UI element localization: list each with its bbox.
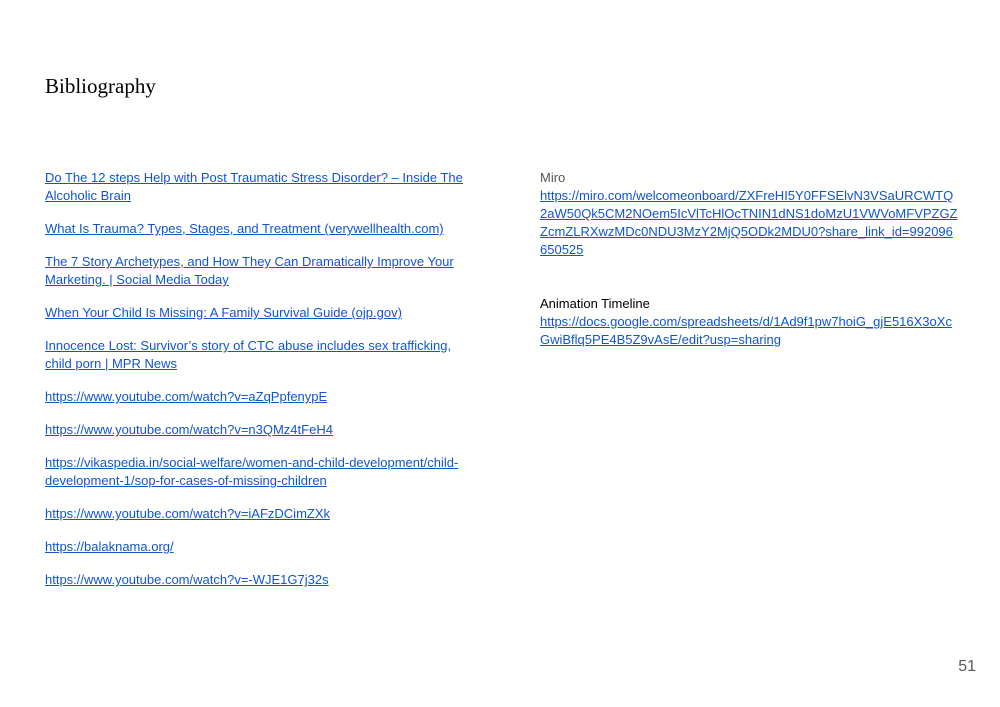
- list-item: [45, 169, 475, 205]
- reference-link-youtube-1[interactable]: https://www.youtube.com/watch?v=aZqPpfenypE: [45, 389, 328, 404]
- reference-link-youtube-3[interactable]: https://www.youtube.com/watch?v=iAFzDCimZXk: [45, 506, 331, 521]
- reference-link-youtube-4[interactable]: https://www.youtube.com/watch?v=-WJE1G7j32s: [45, 572, 329, 587]
- reference-link-vikaspedia[interactable]: https://vikaspedia.in/social-welfare/women-and-child-development/child-development-1/sop-for-cases-of-missing-children: [45, 455, 459, 488]
- reference-link-youtube-2[interactable]: https://www.youtube.com/watch?v=n3QMz4tFeH4: [45, 422, 333, 437]
- miro-link[interactable]: https://miro.com/welcomeonboard/ZXFreHI5Y0FFSElvN3VSaURCWTQ2aW50Qk5CM2NOem5IcVlTcHlOcTNIN1dNS1doMzU1VWVoMFVPZGZZcmZLRXwzMDc0NDU3MzY2MjQ5ODk2MDU0?share_link_id=992096650525: [540, 188, 958, 257]
- reference-link-missing-child-guide[interactable]: When Your Child Is Missing: A Family Survival Guide (ojp.gov): [45, 305, 402, 320]
- list-item: [45, 388, 475, 406]
- list-item: [45, 571, 475, 589]
- miro-label: Miro: [540, 170, 566, 185]
- list-item: [45, 220, 475, 238]
- animation-timeline-block: [540, 295, 960, 349]
- list-item: [45, 505, 475, 523]
- page-title: Bibliography: [45, 74, 156, 98]
- animation-timeline-link[interactable]: https://docs.google.com/spreadsheets/d/1Ad9f1pw7hoiG_gjE516X3oXcGwiBflq5PE4B5Z9vAsE/edit?usp=sharing: [540, 314, 952, 347]
- list-item: [45, 421, 475, 439]
- miro-block: [540, 169, 960, 259]
- list-item: [45, 538, 475, 556]
- list-item: [45, 337, 475, 373]
- reference-link-what-is-trauma[interactable]: What Is Trauma? Types, Stages, and Treatment (verywellhealth.com): [45, 221, 444, 236]
- list-item: [45, 454, 475, 490]
- reference-link-12-steps-ptsd[interactable]: Do The 12 steps Help with Post Traumatic Stress Disorder? – Inside The Alcoholic Brain: [45, 170, 463, 203]
- animation-timeline-label: Animation Timeline: [540, 296, 650, 311]
- reference-link-balaknama[interactable]: https://balaknama.org/: [45, 539, 174, 554]
- list-item: [45, 304, 475, 322]
- reference-link-innocence-lost[interactable]: Innocence Lost: Survivor’s story of CTC abuse includes sex trafficking, child porn | MPR News: [45, 338, 452, 371]
- project-links: [540, 169, 960, 385]
- reference-list: [45, 169, 475, 604]
- page-number: 51: [958, 658, 976, 675]
- list-item: [45, 253, 475, 289]
- reference-link-story-archetypes[interactable]: The 7 Story Archetypes, and How They Can Dramatically Improve Your Marketing. | Social Media Today: [45, 254, 454, 287]
